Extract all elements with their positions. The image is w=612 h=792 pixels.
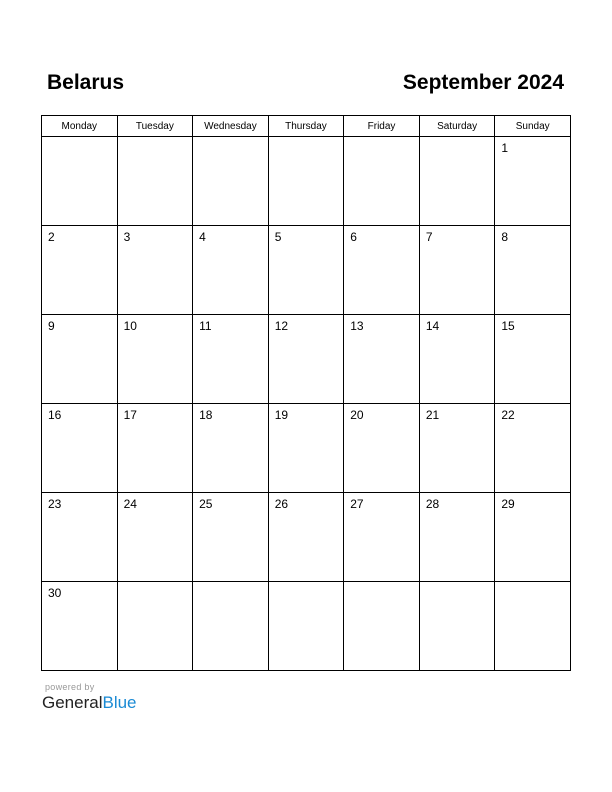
day-cell [495,226,571,315]
day-cell [495,404,571,493]
day-number: 29 [501,497,515,511]
day-number: 25 [199,497,213,511]
day-number: 12 [274,319,289,333]
month-year-title: September 2024 [402,71,564,94]
day-cell [419,582,495,671]
day-cell [193,493,269,582]
day-number [42,137,117,142]
day-cell [42,582,118,671]
day-cell [193,315,269,404]
day-cell [268,404,344,493]
day-cell [344,582,420,671]
day-cell [42,137,118,226]
day-cell [42,493,118,582]
day-cell [268,315,344,404]
day-cell [419,404,495,493]
day-cell [268,582,344,671]
week-row [42,493,571,582]
day-number: 17 [123,408,137,422]
day-cell [117,137,193,226]
country-title: Belarus [47,71,125,94]
day-cell [193,404,269,493]
day-number [269,582,344,587]
day-number [495,582,570,587]
week-row [42,582,571,671]
day-number: 26 [274,497,289,511]
week-row [42,226,571,315]
day-cell [42,226,118,315]
day-number: 2 [48,230,55,244]
day-cell [419,493,495,582]
day-number: 21 [425,408,440,422]
day-cell [193,226,269,315]
day-number: 20 [350,408,364,422]
brand-blue-text: Blue [102,693,137,712]
day-number: 8 [501,230,509,244]
day-cell [268,226,344,315]
day-number [344,137,419,142]
weekday-friday: Friday [344,116,420,137]
weekday-thursday: Thursday [268,116,344,137]
powered-by-text: powered by [45,682,95,692]
day-number [420,137,495,142]
day-number: 16 [48,408,62,422]
day-number: 15 [501,319,515,333]
day-cell [419,315,495,404]
day-number: 28 [425,497,440,511]
day-number: 10 [123,319,137,333]
week-row [42,404,571,493]
day-number: 27 [350,497,364,511]
day-number: 22 [501,408,515,422]
generalblue-logo[interactable] [42,693,137,713]
brand-general-text: General [42,693,103,712]
day-cell [117,315,193,404]
day-cell [495,137,571,226]
day-number: 14 [425,319,440,333]
day-cell [419,137,495,226]
day-cell [117,404,193,493]
weekday-wednesday: Wednesday [193,116,269,137]
day-number: 30 [48,586,62,600]
day-number: 11 [199,319,212,333]
day-number: 4 [199,230,206,244]
weekday-header-row [42,116,571,137]
day-number [193,137,268,142]
day-number [118,137,193,142]
day-number: 23 [48,497,62,511]
day-number: 3 [123,230,131,244]
day-cell [344,226,420,315]
week-row [42,315,571,404]
day-cell [268,137,344,226]
day-cell [117,493,193,582]
day-number [193,582,268,587]
day-number: 6 [350,230,357,244]
day-cell [117,582,193,671]
day-number: 13 [350,319,364,333]
day-number: 5 [274,230,282,244]
weekday-monday: Monday [42,116,118,137]
day-number [269,137,344,142]
day-number: 24 [123,497,137,511]
week-row [42,137,571,226]
day-cell [117,226,193,315]
day-cell [495,493,571,582]
day-number [118,582,193,587]
day-number [344,582,419,587]
weekday-sunday: Sunday [495,116,571,137]
day-cell [495,315,571,404]
day-cell [344,137,420,226]
day-cell [344,493,420,582]
day-number: 7 [425,230,433,244]
day-number: 1 [501,141,509,155]
day-cell [344,404,420,493]
day-number: 19 [274,408,289,422]
day-cell [42,404,118,493]
day-cell [268,493,344,582]
day-cell [344,315,420,404]
calendar-grid [41,115,571,671]
day-cell [419,226,495,315]
day-cell [42,315,118,404]
weekday-saturday: Saturday [419,116,495,137]
day-cell [193,137,269,226]
day-number [420,582,495,587]
day-number: 9 [48,319,55,333]
day-cell [193,582,269,671]
day-cell [495,582,571,671]
day-number: 18 [199,408,213,422]
weekday-tuesday: Tuesday [117,116,193,137]
